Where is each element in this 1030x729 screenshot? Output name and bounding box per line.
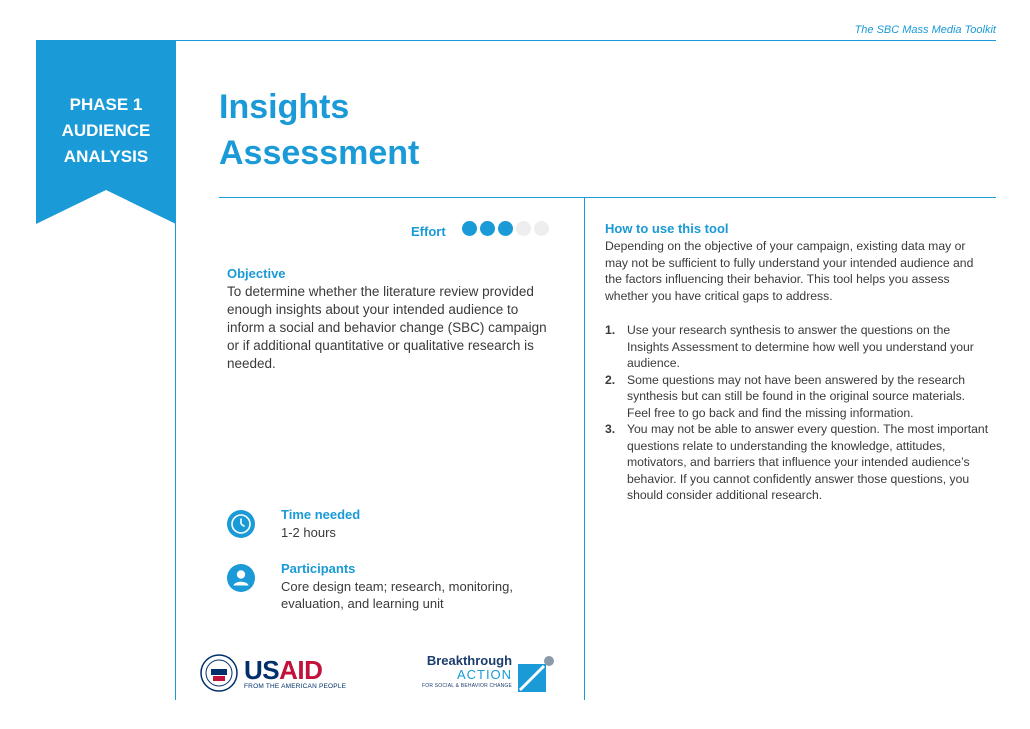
time-heading: Time needed	[281, 507, 361, 522]
title-line-1: Insights	[219, 88, 350, 126]
step-number: 3.	[605, 422, 616, 436]
toolkit-header-title: The SBC Mass Media Toolkit	[854, 24, 996, 36]
step-number: 2.	[605, 372, 616, 387]
usaid-seal-icon	[200, 654, 238, 692]
howto-step	[605, 322, 991, 372]
title-line-2: Assessment	[219, 134, 420, 172]
effort-indicator	[411, 221, 552, 241]
step-text: You may not be able to answer every question. The most important questions relate to understanding the knowledge, attitudes, motivators, and barriers that influence your intended audience’s behavior. If you cannot confidently answer those questions, you should consider additional research.	[627, 422, 989, 502]
title-divider	[219, 197, 996, 198]
effort-dot-empty	[516, 221, 531, 236]
effort-dot-filled	[480, 221, 495, 236]
howto-step	[605, 372, 991, 422]
time-value: 1-2 hours	[281, 525, 336, 540]
step-text: Some questions may not have been answered by the research synthesis but can still be found in the original source materials. Feel free to go back and find the missing information.	[627, 372, 966, 420]
objective-text: To determine whether the literature review provided enough insights about your intended audience to inform a social and behavior change (SBC) campaign or if additional quantitative or qualitative research is needed.	[227, 284, 547, 371]
phase-label	[36, 92, 176, 170]
ba-wordmark-1: Breakthrough	[426, 653, 513, 668]
participants-section	[227, 560, 541, 612]
effort-label: Effort	[411, 223, 446, 239]
howto-intro: Depending on the objective of your campaign, existing data may or may not be sufficient to fully understand your intended audience and the factors influencing their behavior. This tool helps you assess whether you have critical gaps to address.	[605, 239, 974, 303]
clock-icon	[227, 510, 255, 538]
footer-logos	[198, 652, 568, 698]
how-to-use-section	[605, 221, 991, 504]
usaid-wordmark-us: US	[244, 654, 280, 685]
breakthrough-action-logo	[422, 654, 556, 694]
ba-tagline: FOR SOCIAL & BEHAVIOR CHANGE	[422, 683, 513, 689]
effort-dot-filled	[462, 221, 477, 236]
objective-section	[227, 266, 547, 373]
effort-dot-empty	[534, 221, 549, 236]
usaid-wordmark-aid: AID	[279, 654, 323, 685]
howto-heading: How to use this tool	[605, 221, 729, 236]
page-title	[219, 84, 419, 176]
step-number: 1.	[605, 323, 616, 337]
usaid-tagline: FROM THE AMERICAN PEOPLE	[244, 682, 347, 690]
person-icon	[227, 564, 255, 592]
howto-steps	[605, 322, 991, 504]
ba-wordmark-2: ACTION	[456, 667, 513, 682]
usaid-logo	[200, 654, 346, 692]
phase-line-2: AUDIENCE	[61, 121, 151, 140]
phase-line-3: ANALYSIS	[63, 147, 149, 166]
effort-dot-filled	[498, 221, 513, 236]
participants-heading: Participants	[281, 561, 356, 576]
effort-dots	[462, 221, 552, 241]
phase-ribbon	[36, 40, 176, 224]
participants-value: Core design team; research, monitoring, evaluation, and learning unit	[281, 579, 513, 611]
left-vertical-divider	[175, 222, 176, 700]
top-divider	[36, 40, 996, 41]
breakthrough-mark-icon	[516, 654, 556, 694]
step-text: Use your research synthesis to answer the questions on the Insights Assessment to determine how well you understand your audience.	[627, 323, 974, 370]
objective-heading: Objective	[227, 266, 286, 281]
phase-line-1: PHASE 1	[69, 95, 143, 114]
column-divider	[584, 198, 585, 700]
time-needed-section	[227, 506, 541, 541]
howto-step	[605, 421, 991, 504]
